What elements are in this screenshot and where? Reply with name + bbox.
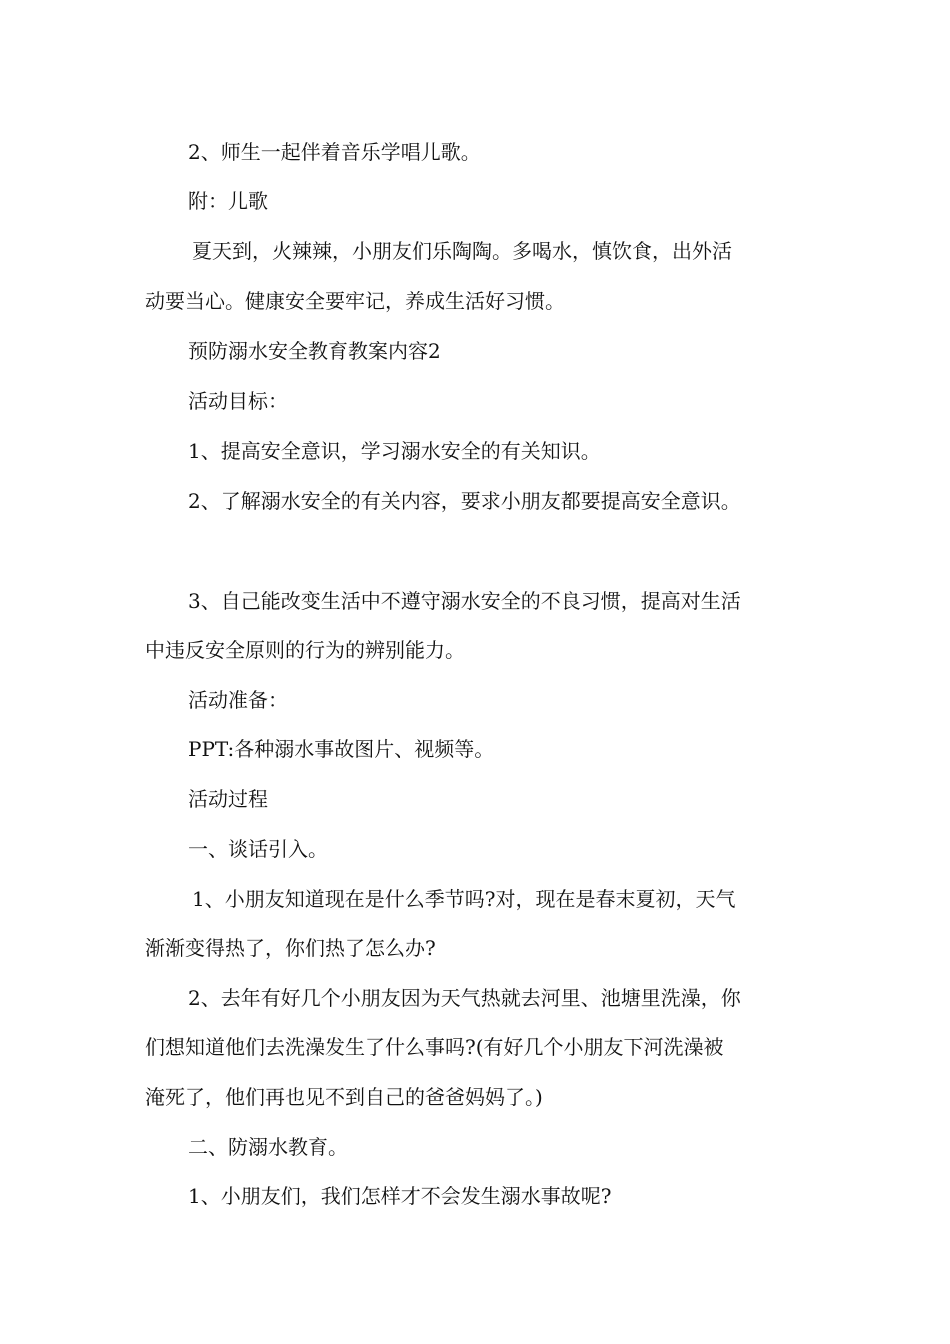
section-heading: 预防溺水安全教育教案内容2	[188, 339, 441, 363]
paragraph-line: PPT:各种溺水事故图片、视频等。	[188, 737, 495, 761]
paragraph-line: 活动准备：	[188, 688, 288, 712]
paragraph-line: 活动目标：	[188, 389, 288, 413]
paragraph-line: 淹死了，他们再也见不到自己的爸爸妈妈了。)	[145, 1085, 543, 1109]
paragraph-line: 1、提高安全意识，学习溺水安全的有关知识。	[188, 439, 601, 463]
paragraph-line: 夏天到，火辣辣，小朋友们乐陶陶。多喝水，慎饮食，出外活	[192, 239, 732, 263]
paragraph-line: 1、小朋友知道现在是什么季节吗?对，现在是春末夏初，天气	[192, 887, 736, 911]
paragraph-line: 活动过程	[188, 787, 268, 811]
paragraph-line: 们想知道他们去洗澡发生了什么事吗?(有好几个小朋友下河洗澡被	[145, 1035, 724, 1059]
paragraph-line: 2、师生一起伴着音乐学唱儿歌。	[188, 140, 481, 164]
paragraph-line: 1、小朋友们，我们怎样才不会发生溺水事故呢?	[188, 1184, 612, 1208]
paragraph-line: 3、自己能改变生活中不遵守溺水安全的不良习惯，提高对生活	[188, 589, 741, 613]
paragraph-line: 2、去年有好几个小朋友因为天气热就去河里、池塘里洗澡，你	[188, 986, 741, 1010]
paragraph-line: 二、防溺水教育。	[188, 1135, 348, 1159]
paragraph-line: 中违反安全原则的行为的辨别能力。	[145, 638, 465, 662]
paragraph-line: 渐渐变得热了，你们热了怎么办?	[145, 936, 436, 960]
paragraph-line: 附：儿歌	[188, 189, 268, 213]
paragraph-line: 2、了解溺水安全的有关内容，要求小朋友都要提高安全意识。	[188, 489, 741, 513]
paragraph-line: 一、谈话引入。	[188, 837, 328, 861]
paragraph-line: 动要当心。健康安全要牢记，养成生活好习惯。	[145, 289, 565, 313]
